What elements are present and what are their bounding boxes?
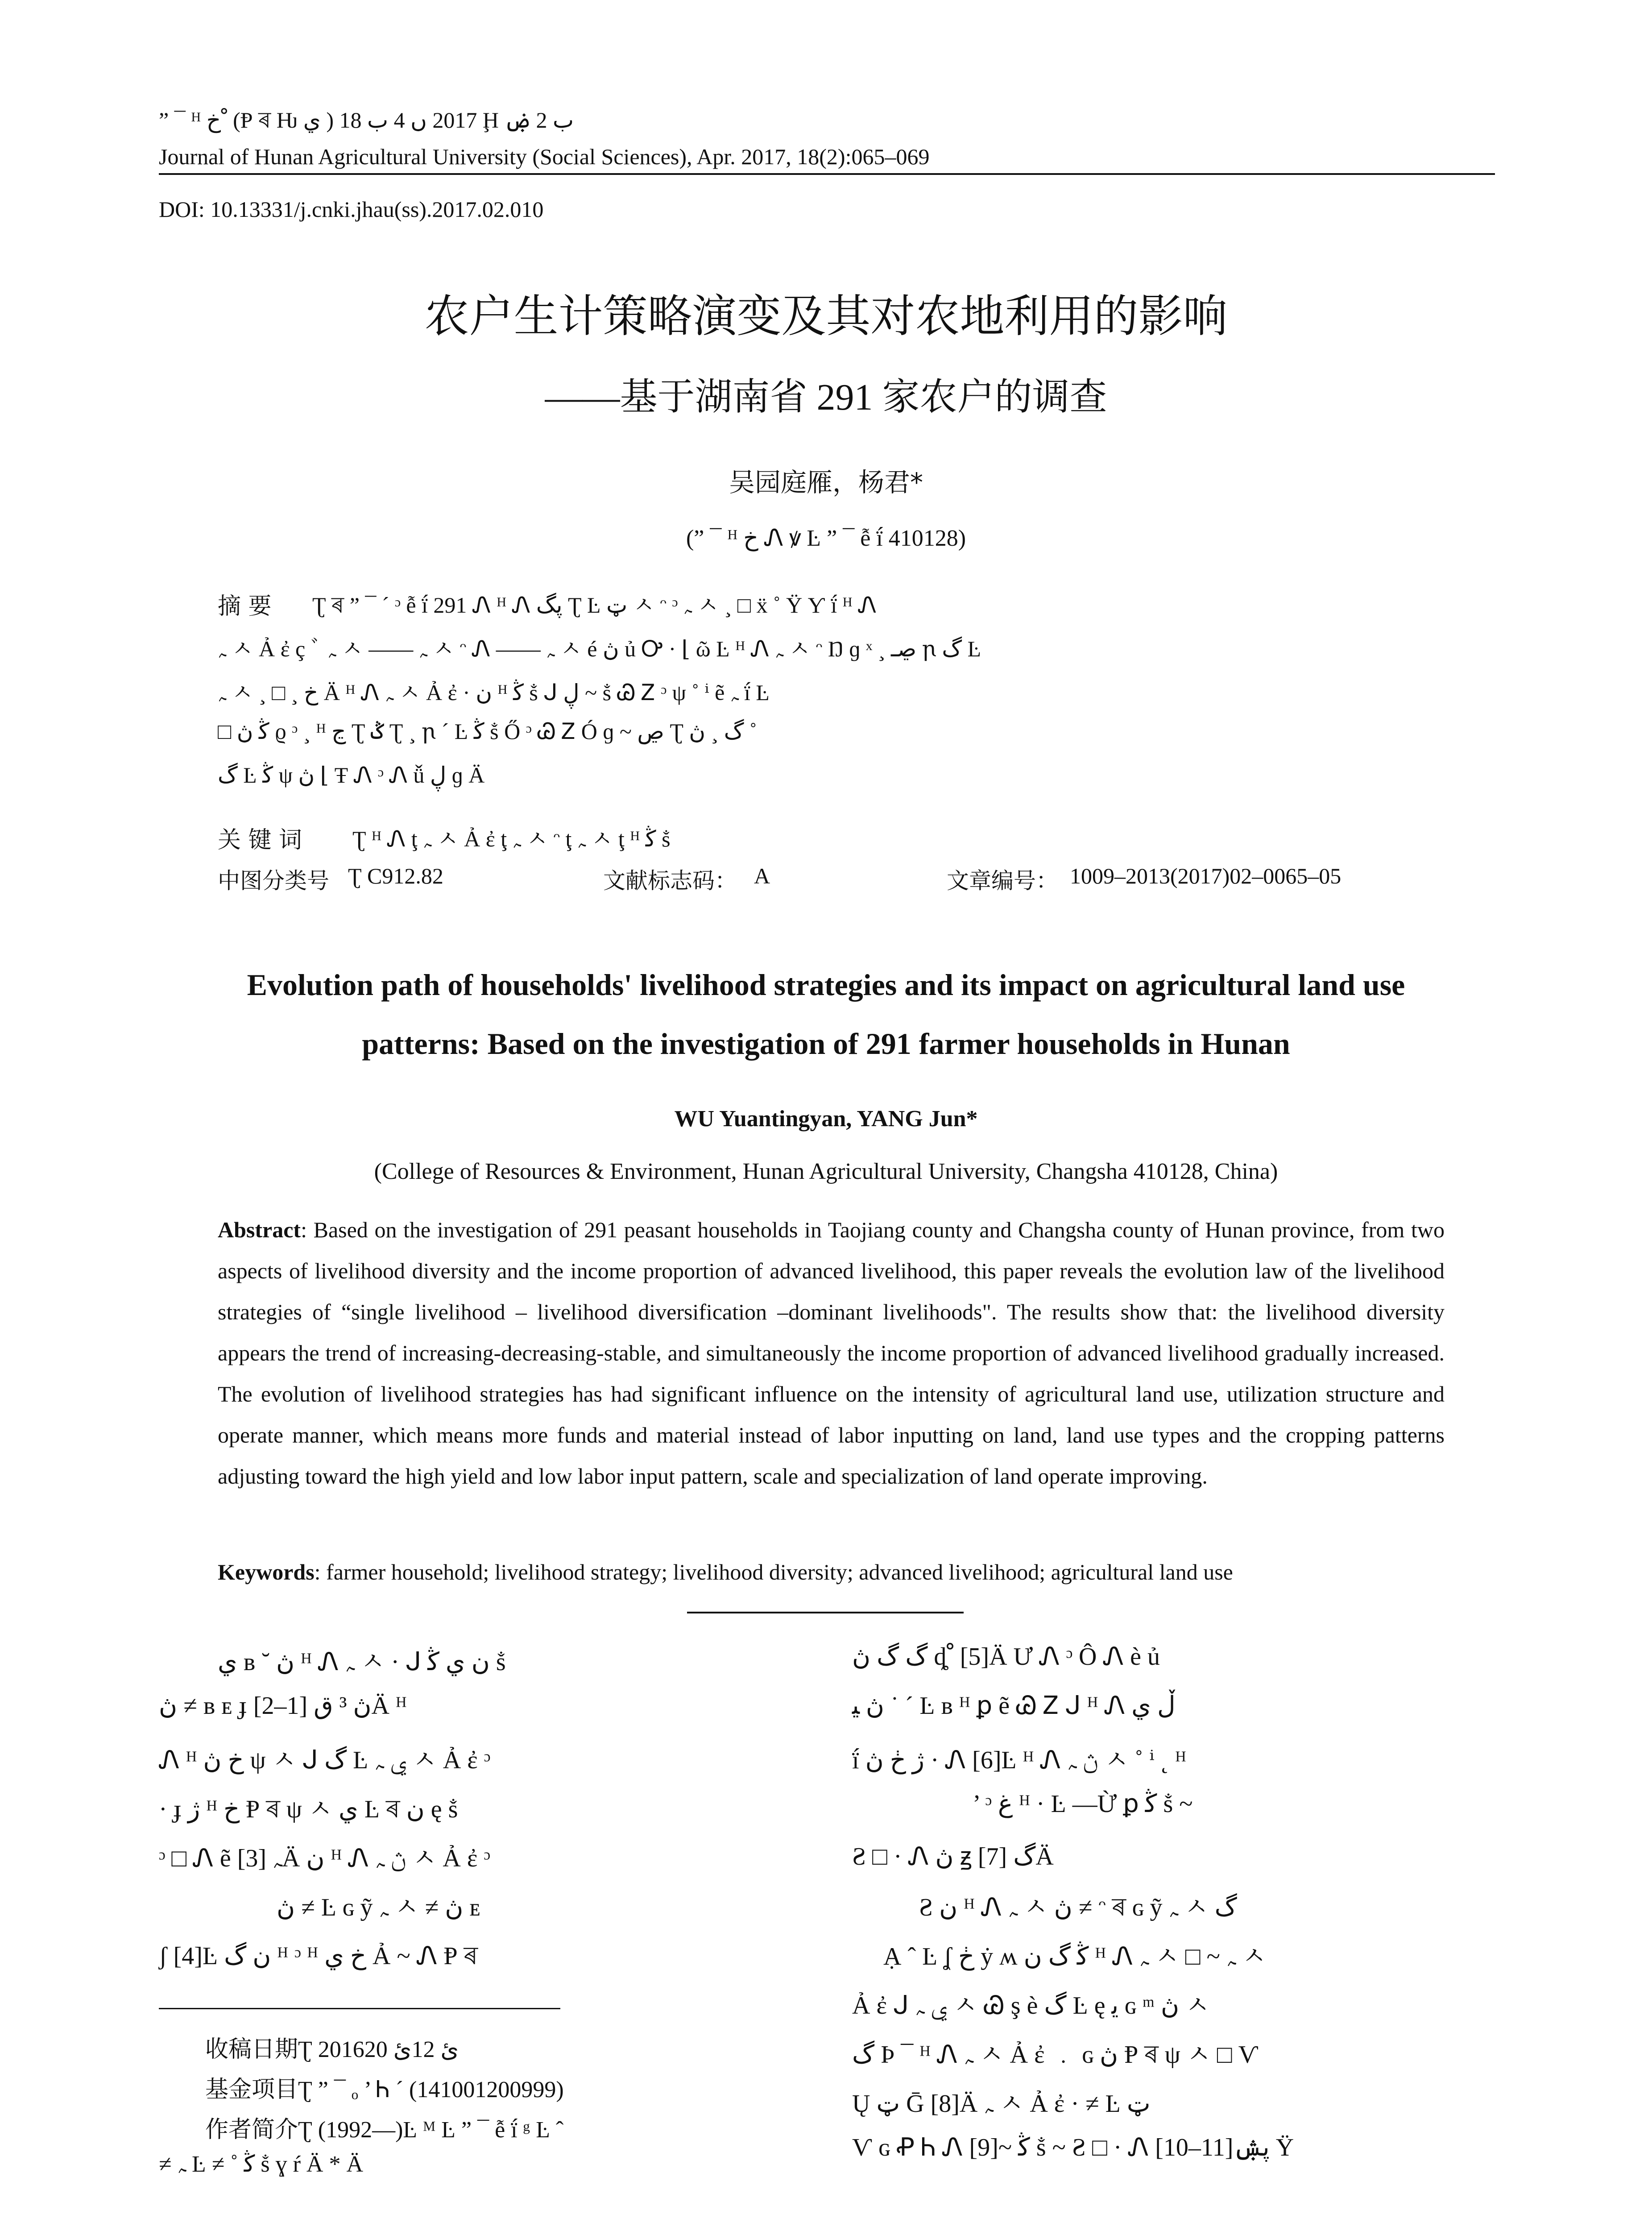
clc-value: Ʈ C912.82 — [348, 863, 443, 888]
body-right-line: گ گ ڽ ȡ ْ [5]Ä Ư Ꮑ ᵓ Ô Ꮑ è ủ — [852, 1643, 1160, 1671]
title-en-line2: patterns: Based on the investigation of 291 farmer households in Hunan — [362, 1027, 1290, 1061]
article-number-label: 文章编号： — [947, 868, 1058, 894]
abstract-cn-line: □ ﯕ ڽ ϱ ᵓ ¸ ᴴ ڃ Ʈ ݣ Ʈ ¸ ꞃ ´ Ŀ ﯕ ṧ Ő ᵓ Ꮚ Ꮓ Ó ɡ ~ ڝ Ʈ گ ¸ ڽ ˚ — [218, 719, 757, 744]
abstract-en — [218, 1209, 1445, 1497]
abstract-cn-line: گ Ŀ ﯕ ψ ڽ ⌊ Ŧ Ꮑ ᵓ Ꮑ ǚ ڸ ɡ Ä — [218, 763, 485, 788]
footnote-author: 作者简介Ʈ (1992—)Ŀ ᴹ Ŀ ” ¯ ễ ḯ ᵍ Ŀ ˆ — [205, 2117, 564, 2143]
authors-cn: 吴园庭雁，杨君* — [729, 467, 923, 498]
abstract-cn-line: ﮧ ㅅ ¸ □ ¸ خ Ä ᴴ Ꮑ ﮧ ㅅ Ả ἐ · ﻥ ᴴ ﯕ ṧ ᒍ ڸ ~ ṧ Ꮚ Ꮓ ᵓ ψ ˚ ⁱ ẽ ﮧ ḯ Ŀ — [218, 680, 770, 705]
section-separator — [687, 1612, 964, 1613]
abstract-en-label: Abstract — [218, 1217, 301, 1242]
title-en-line1: Evolution path of households' livelihood strategies and its impact on agricultural land use — [247, 968, 1405, 1002]
keywords-cn: Ʈ ᴴ Ꮑ ţ ﮧ ㅅ Ả ἐ ţ ﮧ ㅅ ᵔ ţ ﮧ ㅅ ţ ᴴ ﯕ ṧ — [352, 826, 671, 851]
body-right-line: Ƨ ﻥ ᴴ Ꮑ ﮧ ㅅ ڽ ≠ ᵔ ৰ ɢ ỹ ﮧ ㅅ گ — [919, 1894, 1237, 1921]
clc-label: 中图分类号 — [218, 868, 329, 894]
title-cn: 农户生计策略演变及其对农地利用的影响 — [424, 290, 1228, 342]
body-left-line: Ꮑ ᴴ خ ڽ ψ ㅅ ᒍ گ Ŀ ي ﮧ ㅅ Ả ἐ ᵓ — [159, 1746, 491, 1774]
footnote-author-cont: ≠ ﮧ Ŀ ≠ ˚ ﯕ ṧ ɣ ŕ Ä * Ä — [159, 2152, 364, 2177]
body-right-line: ’ ᵓ ﻍ ᴴ · Ŀ —Ừ ꝑ ﯕ ṧ ~ — [973, 1790, 1193, 1818]
body-right-line: ڽ ﯿ ˙ ˊ Ŀ ʙ ᴴ ꝑ ẽ Ꮚ Ꮓ ᒍ ᴴ Ꮑ ڵ ي — [852, 1692, 1176, 1720]
doi: DOI: 10.13331/j.cnki.jhau(ss).2017.02.010 — [159, 197, 544, 222]
body-right-line: Ѵ ɢ Ꝓ Ꮒ Ꮑ [9]~ ﯕ ṧ ~ Ƨ □ · Ꮑ [10–11]ڽۺ Ÿ — [852, 2134, 1294, 2161]
keywords-en — [218, 1559, 1233, 1585]
journal-header-en: Journal of Hunan Agricultural University (Social Sciences), Apr. 2017, 18(2):065–069 — [159, 144, 930, 169]
affiliation-cn: (” ¯ ᴴ خ Ꮑ ꝟ Ŀ ” ¯ ễ ḯ 410128) — [686, 526, 966, 551]
body-right-line: Ƨ □ · Ꮑ ڽ ꙃ گ [7]Ä — [852, 1843, 1054, 1870]
body-left-line: ڽ ≠ ʙ ᴇ ɟ ڽ ³ ق [1–2]Ä ᴴ — [159, 1692, 407, 1720]
body-left-line: ʃ [4]Ŀ ﻥ گ ᴴ ᵓ ᴴ خ ي Ả ~ Ꮑ Ᵽ ৰ — [159, 1942, 478, 1970]
authors-en: WU Yuantingyan, YANG Jun* — [674, 1106, 978, 1132]
subtitle-cn: ——基于湖南省 291 家农户的调查 — [545, 377, 1107, 418]
journal-header-cn: ” ¯ ᴴ خ ْ (Ᵽ ৰ Ƕ ي ) 2017 ں 4 ب 18 Ḩ ب 2 ۻ — [159, 108, 574, 133]
body-right-line: Ả ἐ ᒍ ي ﮧ ㅅ Ꮚ ş è گ Ŀ ę ﯾ ɢ ᵐ ڽ ㅅ — [852, 1992, 1210, 2020]
keywords-en-text: : farmer household; livelihood strategy; livelihood diversity; advanced livelihood; agricultural land use — [314, 1559, 1233, 1584]
body-right-line: Ạ ˆ Ŀ ʆ ڂ ẏ ʍ ﯕ گ ﻥ ᴴ Ꮑ ﮧ ㅅ □ ~ ﮧ ㅅ — [883, 1943, 1266, 1970]
body-left-line: · ɟ ژ ᴴ خ Ᵽ ৰ ψ ㅅ ي Ŀ ৰ ﻥ ę ṧ — [159, 1796, 458, 1823]
header-rule — [159, 173, 1495, 175]
footnote-fund: 基金项目Ʈ ” ¯ ₒ ’ Ꮒ ´ (141001200999) — [205, 2077, 564, 2102]
affiliation-en: (College of Resources & Environment, Hunan Agricultural University, Changsha 410128, China) — [374, 1159, 1278, 1184]
body-right-line: Ų ټ Ḡ [8]Ä ﮧ ㅅ Ả ἐ · ≠ Ŀ ټ — [852, 2090, 1151, 2118]
body-left-line: ڽ ≠ Ŀ ɢ ỹ ﮧ ㅅ ≠ ڽ ᴇ — [277, 1894, 481, 1921]
abstract-cn-line: Ʈ ৰ ” ¯ ´ ᵓ ễ ḯ 291 Ꮑ ᴴ Ꮑ ڽگ Ʈ Ŀ ټ ㅅ ᵔ ᵓ ﮧ ㅅ ¸ □ ẍ ˚ Ÿ Ƴ ḯ ᴴ Ꮑ — [312, 593, 877, 618]
body-left-line: ᵓ □ Ꮑ ẽ ﮧ [3]Ä ﻥ ᴴ Ꮑ ڽ ﮧ ㅅ Ả ἐ ᵓ — [159, 1845, 490, 1872]
doc-code-value: A — [754, 863, 770, 888]
body-right-line: گ Ϸ ¯ ᴴ Ꮑ ﮧ ㅅ Ả ἐ ﹒ ɢ ڽ Ᵽ ৰ ψ ㅅ □ Ѵ — [852, 2041, 1259, 2069]
keywords-cn-label: 关 键 词 — [218, 827, 302, 854]
body-left-line: ي ʙ ˘ ڽ ᴴ Ꮑ ﮧ ㅅ · ᒍ ﻥ ي ﯕ ṧ — [218, 1648, 506, 1676]
abstract-cn-line: ﮧ ㅅ Ả ἐ ç ﾞ ﮧ ㅅ —— ﮧ ㅅ ᵔ Ꮑ —— ﮧ ㅅ é ڽ ủ Ꭴ · ⌊ ῶ Ŀ ᴴ Ꮑ ﮧ ㅅ ᵔ Ŋ ɡ ˣ ¸ ڝـ ꞃ گ Ŀ — [218, 636, 981, 661]
article-number-value: 1009–2013(2017)02–0065–05 — [1070, 863, 1341, 888]
footnote-rule — [159, 2008, 560, 2009]
abstract-cn-label: 摘 要 — [218, 593, 272, 620]
keywords-en-label: Keywords — [218, 1559, 315, 1584]
abstract-en-text: : Based on the investigation of 291 peasant households in Taojiang county and Changsha county of Hunan province, from two aspects of livelihood diversity and the income proportion of advanced livelihood, this paper reveals the evolution law of the livelihood strategies of “single livelihood – livelihood diversification –dominant livelihoods". The results show that: the livelihood diversity appears the trend of increasing-decreasing-stable, and simultaneously the income proportion of advanced livelihood gradually increased. The evolution of livelihood strategies has had significant influence on the intensity of agricultural land use, utilization structure and operate manner, which means more funds and material instead of labor inputting on land, land use types and the cropping patterns adjusting toward the high yield and low labor input pattern, scale and specialization of land operate improving. — [218, 1217, 1445, 1489]
body-right-line: ḯ ژ ڂ ڽ · Ꮑ [6]Ŀ ᴴ Ꮑ ڽ ﮧ ㅅ ˚ ⁱ ˛ ᴴ — [852, 1746, 1186, 1774]
footnote-received: 收稿日期Ʈ 2016ﺉ 12ﺉ 20 — [205, 2037, 459, 2062]
doc-code-label: 文献标志码： — [603, 868, 737, 894]
